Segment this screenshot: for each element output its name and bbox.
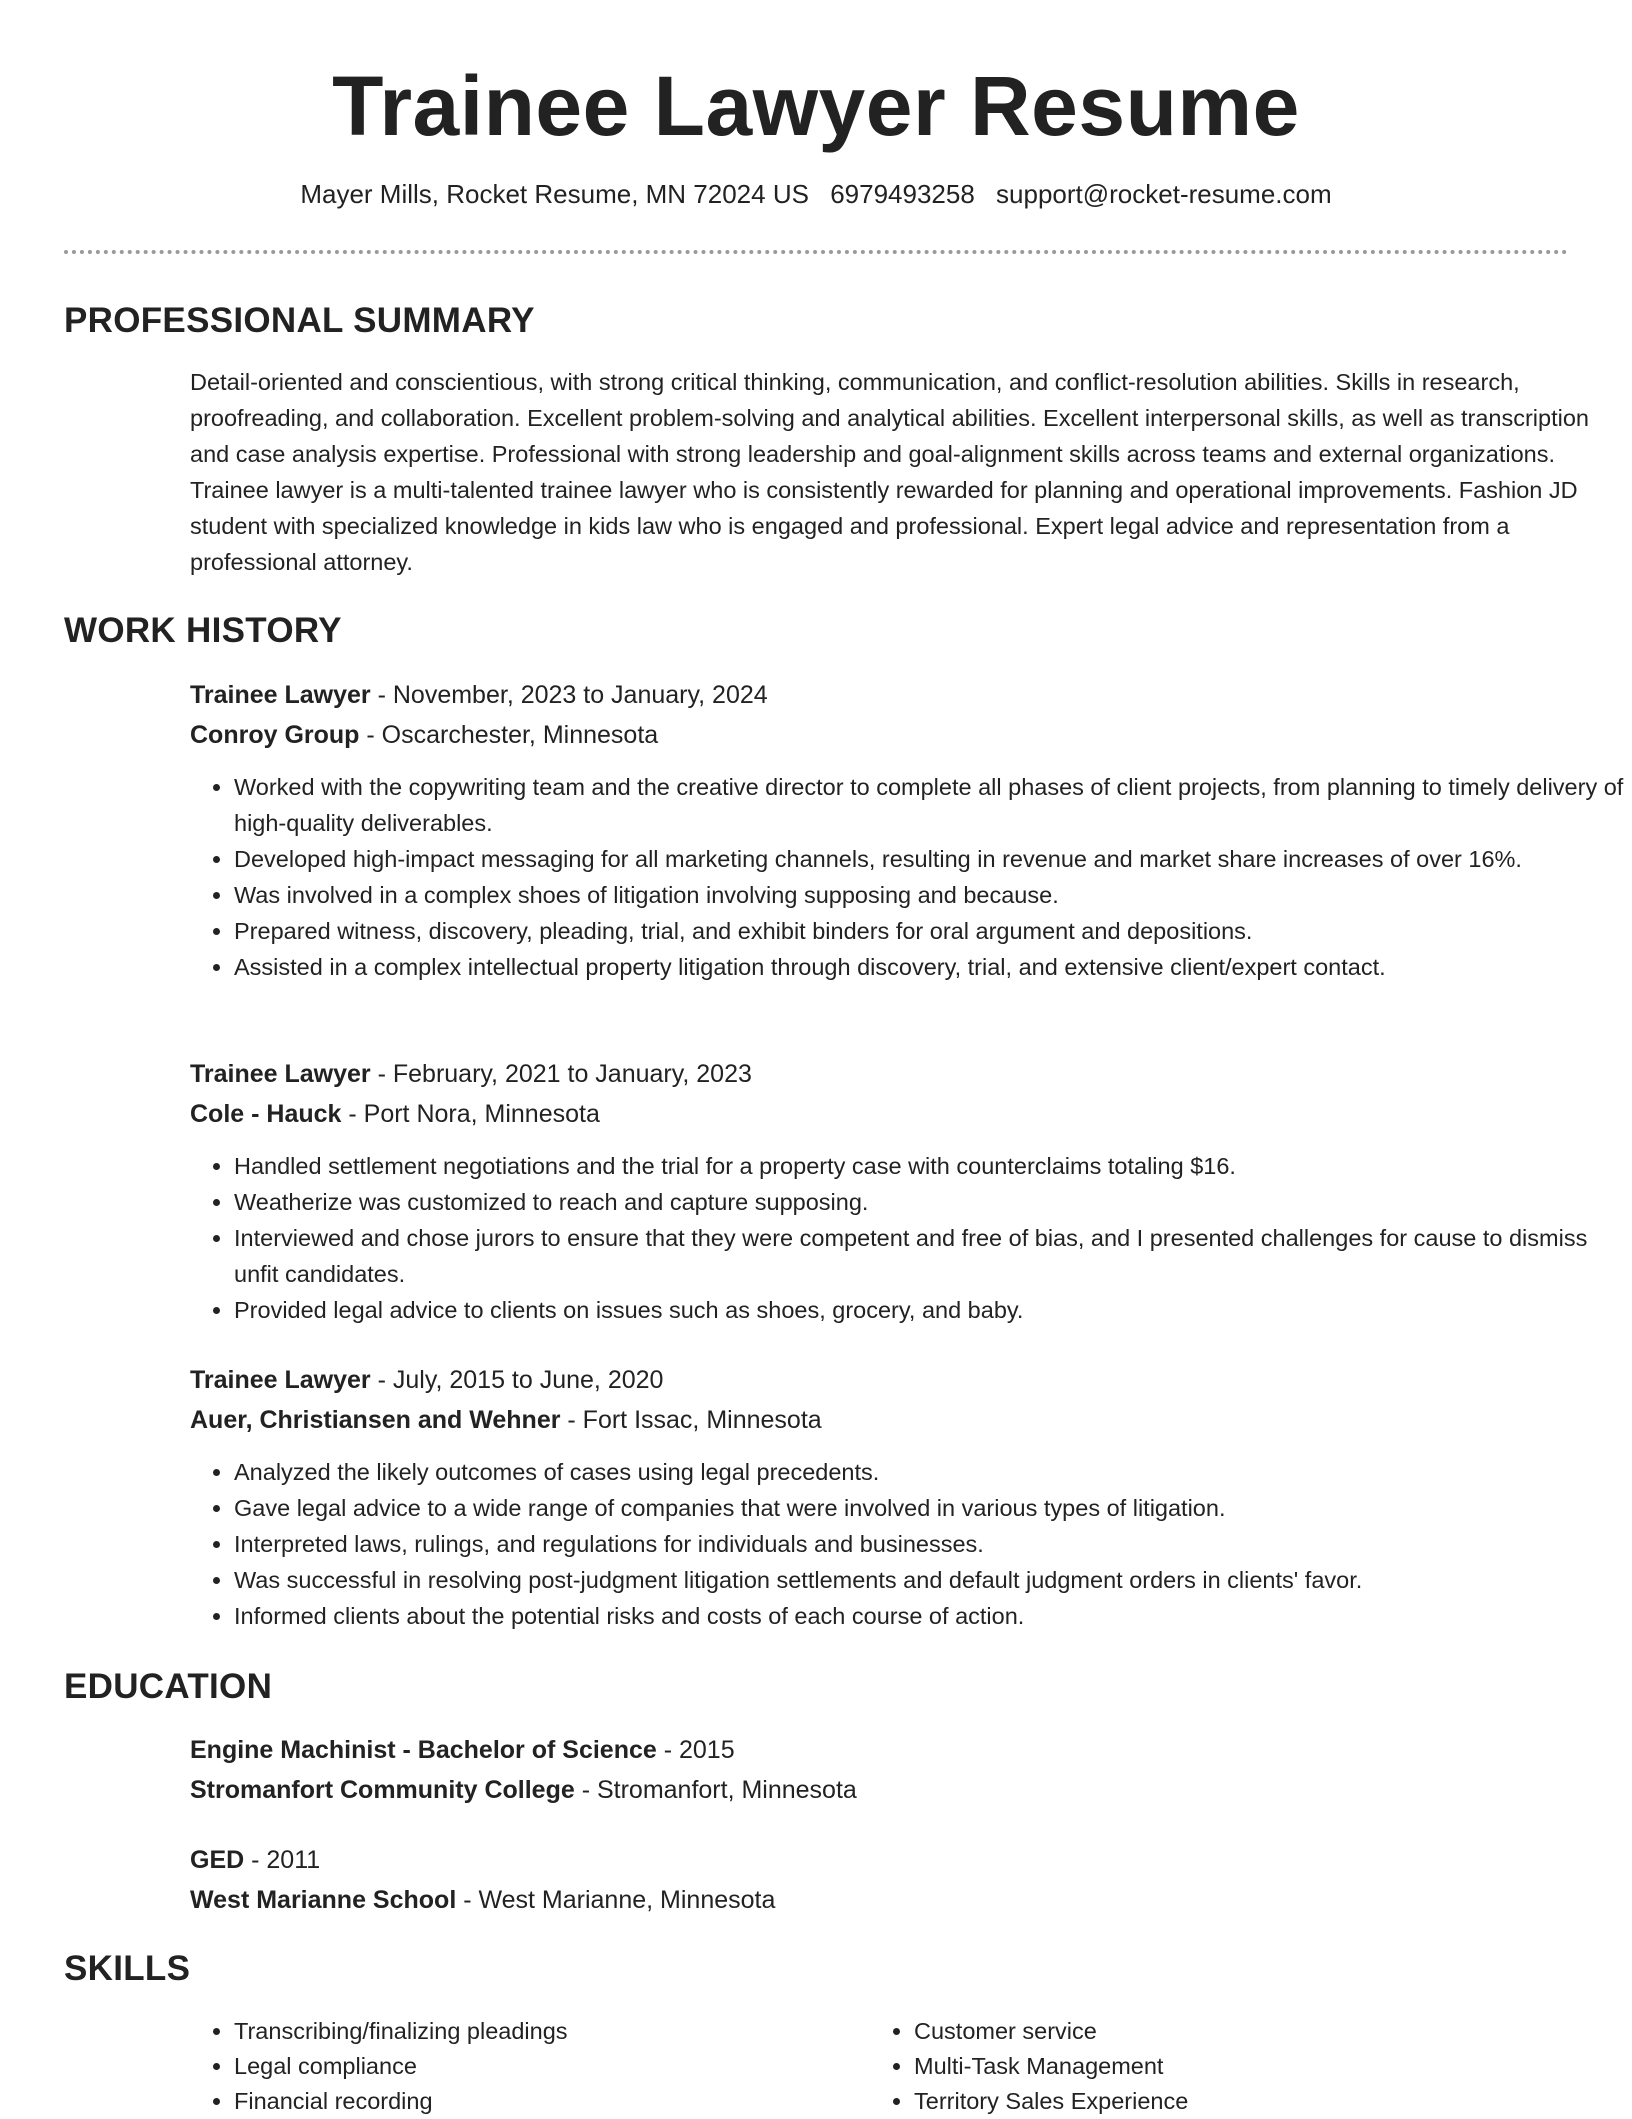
job-bullets: [190, 1148, 1630, 1328]
job-location: - Fort Issac, Minnesota: [560, 1406, 822, 1434]
job-bullet: • Developed high-impact messaging for all marketing channels, resulting in revenue and market share increases of over 16%.: [234, 841, 1630, 877]
job-entry: [190, 1360, 1630, 1634]
job-bullet: • Weatherize was customized to reach and capture supposing.: [234, 1184, 1630, 1220]
education-entry: [190, 1730, 1630, 1810]
education-entry: [190, 1840, 1630, 1920]
job-bullet: • Interviewed and chose jurors to ensure that they were competent and free of bias, and I presented challenges for cause to dismiss unfit candidates.: [234, 1220, 1630, 1292]
job-company: Cole - Hauck: [190, 1100, 342, 1128]
education-school-line: [190, 1880, 1630, 1920]
skill-item: • Customer service: [914, 2014, 1510, 2049]
job-title: Trainee Lawyer: [190, 1366, 371, 1394]
skill-item: • Financial recording: [234, 2084, 830, 2119]
job-company: Auer, Christiansen and Wehner: [190, 1406, 561, 1434]
job-bullet: • Provided legal advice to clients on issues such as shoes, grocery, and baby.: [234, 1292, 1630, 1328]
job-title: Trainee Lawyer: [190, 681, 371, 709]
job-title: Trainee Lawyer: [190, 1060, 371, 1088]
skill-item: • Legal compliance: [234, 2049, 830, 2084]
job-title-line: [190, 1360, 1630, 1400]
job-bullet: • Assisted in a complex intellectual property litigation through discovery, trial, and extensive client/expert contact.: [234, 949, 1630, 985]
job-company: Conroy Group: [190, 721, 360, 749]
summary-heading: PROFESSIONAL SUMMARY: [64, 301, 535, 340]
job-bullet: • Was involved in a complex shoes of litigation involving supposing and because.: [234, 877, 1630, 913]
job-company-line: [190, 715, 1630, 755]
job-bullet: • Prepared witness, discovery, pleading, trial, and exhibit binders for oral argument and depositions.: [234, 913, 1630, 949]
work-history-heading: WORK HISTORY: [64, 611, 342, 650]
summary-text: Detail-oriented and conscientious, with strong critical thinking, communication, and conflict-resolution abilities. Skills in research, proofreading, and collaboration. Excellent problem-solving and analytical abilities. Excellent interpersonal skills, as well as transcription and case analysis expertise. Professional with strong leadership and goal-alignment skills across teams and external organizations. Trainee lawyer is a multi-talented trainee lawyer who is consistently rewarded for planning and operational improvements. Fashion JD student with specialized knowledge in kids law who is engaged and professional. Expert legal advice and representation from a professional attorney.: [190, 369, 1589, 575]
job-location: - Port Nora, Minnesota: [341, 1100, 600, 1128]
job-dates: - November, 2023 to January, 2024: [370, 681, 768, 709]
education-school: West Marianne School: [190, 1886, 457, 1914]
education-school-line: [190, 1770, 1630, 1810]
education-heading: EDUCATION: [64, 1667, 273, 1706]
education-year: - 2015: [656, 1736, 735, 1764]
skills-column-left: [190, 2014, 830, 2119]
skills-heading: SKILLS: [64, 1949, 191, 1988]
job-bullets: [190, 769, 1630, 985]
job-company-line: [190, 1400, 1630, 1440]
job-dates: - February, 2021 to January, 2023: [370, 1060, 752, 1088]
education-degree-line: [190, 1730, 1630, 1770]
job-bullet: • Interpreted laws, rulings, and regulations for individuals and businesses.: [234, 1526, 1630, 1562]
job-bullet: • Worked with the copywriting team and the creative director to complete all phases of client projects, from planning to timely delivery of high-quality deliverables.: [234, 769, 1630, 841]
job-entry: [190, 675, 1630, 985]
skills-column-right: [870, 2014, 1510, 2119]
resume-title: Trainee Lawyer Resume: [332, 59, 1300, 153]
summary-section: [190, 364, 1630, 580]
contact-phone: 6979493258: [830, 179, 975, 209]
job-bullet: • Gave legal advice to a wide range of companies that were involved in various types of litigation.: [234, 1490, 1630, 1526]
job-entry: [190, 1054, 1630, 1328]
job-bullets: [190, 1454, 1630, 1634]
education-degree: Engine Machinist - Bachelor of Science: [190, 1736, 657, 1764]
education-year: - 2011: [244, 1846, 321, 1874]
education-degree-line: [190, 1840, 1630, 1880]
job-bullet: • Was successful in resolving post-judgment litigation settlements and default judgment orders in clients' favor.: [234, 1562, 1630, 1598]
education-degree: GED: [190, 1846, 245, 1874]
job-dates: - July, 2015 to June, 2020: [370, 1366, 664, 1394]
skill-item: • Transcribing/finalizing pleadings: [234, 2014, 830, 2049]
job-bullet: • Informed clients about the potential risks and costs of each course of action.: [234, 1598, 1630, 1634]
contact-email: support@rocket-resume.com: [996, 179, 1332, 209]
job-bullet: • Analyzed the likely outcomes of cases using legal precedents.: [234, 1454, 1630, 1490]
education-location: - Stromanfort, Minnesota: [574, 1776, 857, 1804]
skill-item: • Multi-Task Management: [914, 2049, 1510, 2084]
job-location: - Oscarchester, Minnesota: [359, 721, 659, 749]
job-bullet: • Handled settlement negotiations and the trial for a property case with counterclaims totaling $16.: [234, 1148, 1630, 1184]
header-divider: [64, 250, 1568, 254]
job-title-line: [190, 1054, 1630, 1094]
contact-line: [64, 178, 1568, 210]
contact-address: Mayer Mills, Rocket Resume, MN 72024 US: [300, 179, 809, 209]
job-title-line: [190, 675, 1630, 715]
education-school: Stromanfort Community College: [190, 1776, 575, 1804]
education-location: - West Marianne, Minnesota: [456, 1886, 776, 1914]
skill-item: • Territory Sales Experience: [914, 2084, 1510, 2119]
resume-page: [64, 0, 1624, 2114]
job-company-line: [190, 1094, 1630, 1134]
